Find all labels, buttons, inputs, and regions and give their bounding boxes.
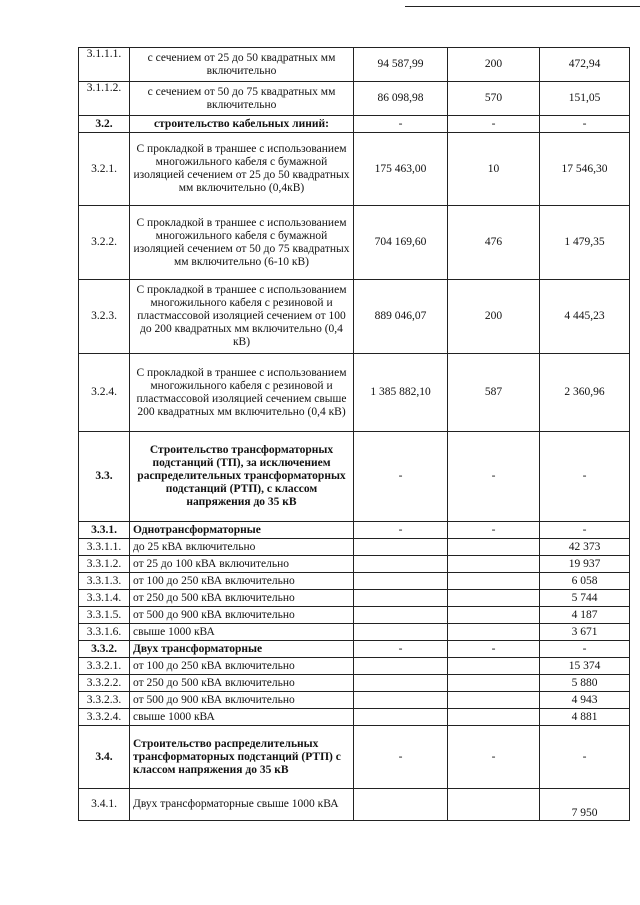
row-cost <box>354 658 448 675</box>
row-cost: 1 385 882,10 <box>354 354 448 432</box>
table-row <box>79 116 630 133</box>
row-length: - <box>448 641 540 658</box>
row-cost <box>354 709 448 726</box>
table-row <box>79 556 630 573</box>
row-rate: - <box>540 726 630 789</box>
row-description: от 250 до 500 кВА включительно <box>130 590 354 607</box>
row-cost <box>354 573 448 590</box>
row-description: от 250 до 500 кВА включительно <box>130 675 354 692</box>
row-number: 3.3.1.3. <box>79 573 130 590</box>
tariff-table <box>78 47 630 821</box>
row-number: 3.3.1.2. <box>79 556 130 573</box>
row-number: 3.2.3. <box>79 280 130 354</box>
row-number: 3.4.1. <box>79 789 130 821</box>
row-description: Строительство распределительных трансформаторных подстанций (РТП) с классом напряжения до 35 кВ <box>130 726 354 789</box>
table-row <box>79 539 630 556</box>
row-rate: 472,94 <box>540 48 630 82</box>
row-number: 3.3.2.4. <box>79 709 130 726</box>
row-cost: - <box>354 641 448 658</box>
row-rate: 4 943 <box>540 692 630 709</box>
row-cost <box>354 539 448 556</box>
row-number: 3.3.2.1. <box>79 658 130 675</box>
row-length: 200 <box>448 280 540 354</box>
table-row <box>79 624 630 641</box>
table-row <box>79 709 630 726</box>
row-number: 3.3.1.6. <box>79 624 130 641</box>
row-number: 3.3.1.4. <box>79 590 130 607</box>
row-rate: - <box>540 116 630 133</box>
table-row <box>79 82 630 116</box>
row-number: 3.3. <box>79 432 130 522</box>
row-description: строительство кабельных линий: <box>130 116 354 133</box>
row-description: свыше 1000 кВА <box>130 709 354 726</box>
row-rate: 151,05 <box>540 82 630 116</box>
row-number: 3.3.1.5. <box>79 607 130 624</box>
row-cost: - <box>354 726 448 789</box>
row-description: Двух трансформаторные свыше 1000 кВА <box>130 789 354 821</box>
row-number: 3.1.1.2. <box>79 82 130 116</box>
row-description: С прокладкой в траншее с использованием многожильного кабеля с резиновой и пластмассовой изоляцией сечением свыше 200 квадратных мм включительно (0,4 кВ) <box>130 354 354 432</box>
row-number: 3.3.2.3. <box>79 692 130 709</box>
row-description: с сечением от 25 до 50 квадратных мм включительно <box>130 48 354 82</box>
row-rate: 4 881 <box>540 709 630 726</box>
row-description: от 100 до 250 кВА включительно <box>130 573 354 590</box>
row-number: 3.4. <box>79 726 130 789</box>
table-row <box>79 590 630 607</box>
row-rate: 1 479,35 <box>540 206 630 280</box>
row-cost <box>354 607 448 624</box>
row-description: Однотрансформаторные <box>130 522 354 539</box>
row-rate: 42 373 <box>540 539 630 556</box>
row-description: от 25 до 100 кВА включительно <box>130 556 354 573</box>
row-length <box>448 590 540 607</box>
row-description: от 100 до 250 кВА включительно <box>130 658 354 675</box>
row-rate: 3 671 <box>540 624 630 641</box>
row-length: - <box>448 522 540 539</box>
row-number: 3.3.2. <box>79 641 130 658</box>
row-length <box>448 675 540 692</box>
table-row <box>79 658 630 675</box>
row-cost: 94 587,99 <box>354 48 448 82</box>
row-number: 3.2.1. <box>79 133 130 206</box>
row-cost: - <box>354 432 448 522</box>
row-number: 3.3.2.2. <box>79 675 130 692</box>
table-row <box>79 432 630 522</box>
row-length <box>448 607 540 624</box>
row-length: - <box>448 432 540 522</box>
table-row <box>79 354 630 432</box>
row-cost: - <box>354 116 448 133</box>
table-row <box>79 789 630 821</box>
row-length <box>448 624 540 641</box>
row-cost: 175 463,00 <box>354 133 448 206</box>
row-cost: - <box>354 522 448 539</box>
row-description: С прокладкой в траншее с использованием многожильного кабеля с резиновой и пластмассовой изоляцией сечением от 100 до 200 квадратных мм включительно (0,4 кВ) <box>130 280 354 354</box>
row-description: от 500 до 900 кВА включительно <box>130 692 354 709</box>
row-number: 3.3.1.1. <box>79 539 130 556</box>
row-cost <box>354 692 448 709</box>
row-length <box>448 789 540 821</box>
table-row <box>79 133 630 206</box>
row-length <box>448 692 540 709</box>
row-number: 3.2.2. <box>79 206 130 280</box>
row-cost <box>354 624 448 641</box>
row-rate: - <box>540 432 630 522</box>
row-length <box>448 709 540 726</box>
row-length: - <box>448 116 540 133</box>
row-number: 3.2.4. <box>79 354 130 432</box>
row-number: 3.3.1. <box>79 522 130 539</box>
row-rate: 2 360,96 <box>540 354 630 432</box>
row-length: 587 <box>448 354 540 432</box>
row-description: Строительство трансформаторных подстанций (ТП), за исключением распределительных трансформаторных подстанций (РТП), с классом напряжения до 35 кВ <box>130 432 354 522</box>
row-length <box>448 556 540 573</box>
row-length: 200 <box>448 48 540 82</box>
row-length: - <box>448 726 540 789</box>
row-description: с сечением от 50 до 75 квадратных мм включительно <box>130 82 354 116</box>
table-row <box>79 206 630 280</box>
row-cost <box>354 675 448 692</box>
row-description: Двух трансформаторные <box>130 641 354 658</box>
row-cost: 889 046,07 <box>354 280 448 354</box>
row-number: 3.1.1.1. <box>79 48 130 82</box>
row-rate: 6 058 <box>540 573 630 590</box>
row-description: от 500 до 900 кВА включительно <box>130 607 354 624</box>
table-row <box>79 573 630 590</box>
row-rate: 17 546,30 <box>540 133 630 206</box>
row-rate: 7 950 <box>540 789 630 821</box>
table-row <box>79 726 630 789</box>
row-rate: 4 445,23 <box>540 280 630 354</box>
row-number: 3.2. <box>79 116 130 133</box>
row-cost <box>354 590 448 607</box>
row-rate: - <box>540 522 630 539</box>
row-description: свыше 1000 кВА <box>130 624 354 641</box>
row-length: 570 <box>448 82 540 116</box>
row-rate: - <box>540 641 630 658</box>
row-description: С прокладкой в траншее с использованием многожильного кабеля с бумажной изоляцией сечением от 25 до 50 квадратных мм включительно (0,4кВ) <box>130 133 354 206</box>
row-cost: 86 098,98 <box>354 82 448 116</box>
table-row <box>79 692 630 709</box>
table-row <box>79 675 630 692</box>
table-row <box>79 48 630 82</box>
table-row <box>79 522 630 539</box>
row-cost: 704 169,60 <box>354 206 448 280</box>
row-cost <box>354 556 448 573</box>
table-row <box>79 607 630 624</box>
row-length: 10 <box>448 133 540 206</box>
table-row <box>79 641 630 658</box>
row-length <box>448 539 540 556</box>
row-rate: 5 744 <box>540 590 630 607</box>
row-rate: 4 187 <box>540 607 630 624</box>
row-description: до 25 кВА включительно <box>130 539 354 556</box>
row-rate: 19 937 <box>540 556 630 573</box>
row-rate: 15 374 <box>540 658 630 675</box>
row-length <box>448 658 540 675</box>
table-row <box>79 280 630 354</box>
row-length: 476 <box>448 206 540 280</box>
row-cost <box>354 789 448 821</box>
row-rate: 5 880 <box>540 675 630 692</box>
scan-edge-line <box>405 6 640 7</box>
row-description: С прокладкой в траншее с использованием многожильного кабеля с бумажной изоляцией сечением от 50 до 75 квадратных мм включительно (6-10 кВ) <box>130 206 354 280</box>
row-length <box>448 573 540 590</box>
